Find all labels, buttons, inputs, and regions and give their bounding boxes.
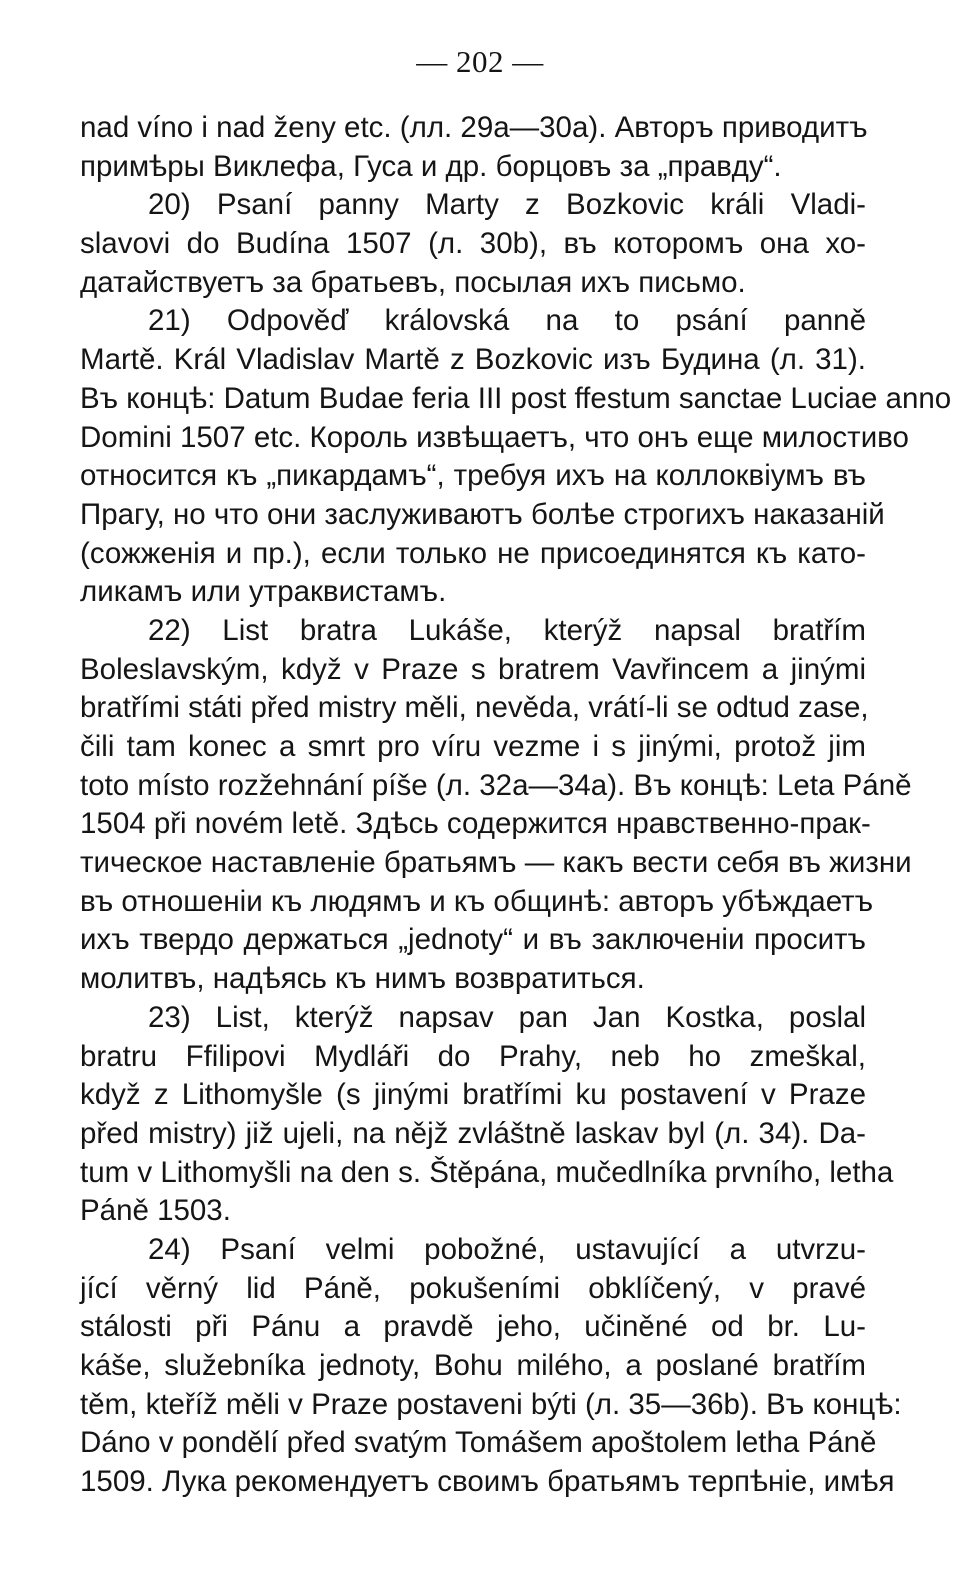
- text-line: bratřími státi před mistry měli, nevěda, vrátí-li se odtud zase,: [80, 691, 869, 725]
- text-line: čili tam konec a smrt pro víru vezme i s jinými, protož jim: [80, 730, 866, 763]
- text-line: молитвъ, надѣясь къ нимъ возвратиться.: [80, 962, 645, 996]
- text-line: stálosti při Pánu a pravdě jeho, učiněné od br. Lu-: [80, 1310, 866, 1344]
- text-line: Domini 1507 etc. Король извѣщаетъ, что онъ еще милостиво: [80, 420, 909, 454]
- paragraph-p20: [80, 186, 866, 302]
- text-line: Прагу, но что они заслуживаютъ болѣе строгихъ наказаній: [80, 497, 885, 531]
- text-line: 22) List bratra Lukáše, kterýž napsal bratřím: [148, 613, 866, 647]
- text-line: toto místo rozžehnání píše (л. 32a—34a). Въ концѣ: Leta Páně: [80, 768, 912, 802]
- text-line: датайствуетъ за братьевъ, посылая ихъ письмо.: [80, 265, 746, 299]
- text-line: bratru Ffilipovi Mydláři do Prahy, neb ho zmeškal,: [80, 1039, 866, 1073]
- text-line: když z Lithomyšle (s jinými bratřími ku postavení v Praze: [80, 1078, 866, 1112]
- text-line: před mistry) již ujeli, na nějž zvláštně laskav byl (л. 34). Da-: [80, 1116, 866, 1150]
- text-line: slavovi do Budína 1507 (л. 30b), въ которомъ она хо-: [80, 227, 866, 261]
- text-line: 1504 při novém letě. Здѣсь содержится нравственно-прак-: [80, 807, 871, 841]
- text-line: 24) Psaní velmi pobožné, ustavující a utvrzu-: [148, 1232, 866, 1266]
- text-line: káše, služebníka jednoty, Bohu milého, a poslané bratřím: [80, 1349, 866, 1382]
- text-line: jící věrný lid Páně, pokušeními obklíčený, v pravé: [80, 1271, 866, 1305]
- text-line: ликамъ или утраквистамъ.: [80, 575, 447, 609]
- page-number: — 202 —: [416, 44, 544, 79]
- text-line: 20) Psaní panny Marty z Bozkovic králi Vladi-: [148, 188, 866, 222]
- paragraph-p21: [80, 302, 952, 612]
- text-line: тическое наставленіе братьямъ — какъ вести себя въ жизни: [80, 846, 912, 880]
- text-line: (сожженія и пр.), если только не присоединятся къ като-: [80, 536, 866, 570]
- body-text: [80, 109, 952, 1502]
- text-line: Dáno v pondělí před svatým Tomášem apoštolem letha Páně: [80, 1426, 877, 1460]
- paragraph-p23: [80, 999, 894, 1231]
- text-line: tum v Lithomyšli na den s. Štěpána, mučedlníka prvního, letha: [80, 1155, 894, 1189]
- text-line: nad víno i nad ženy etc. (лл. 29a—30a). Авторъ приводитъ: [80, 111, 868, 144]
- text-line: 1509. Лука рекомендуетъ своимъ братьямъ терпѣніе, имѣя: [80, 1465, 895, 1499]
- text-line: ихъ твердо держаться „jednoty“ и въ заключеніи проситъ: [80, 923, 866, 957]
- text-line: těm, kteříž měli v Praze postaveni býti (л. 35—36b). Въ концѣ:: [80, 1387, 902, 1421]
- text-line: Boleslavským, když v Praze s bratrem Vavřincem a jinými: [80, 652, 866, 686]
- text-line: 23) List, kterýž napsav pan Jan Kostka, poslal: [148, 1000, 866, 1034]
- paragraph-p22: [80, 612, 912, 999]
- text-line: Martě. Král Vladislav Martě z Bozkovic изъ Будина (л. 31).: [80, 343, 866, 377]
- text-line: примѣры Виклефа, Гуса и др. борцовъ за „правду“.: [80, 149, 782, 183]
- text-line: относится къ „пикардамъ“, требуя ихъ на коллоквіумъ въ: [80, 459, 866, 493]
- paragraph-p-cont: [80, 109, 866, 186]
- paragraph-p24: [80, 1231, 902, 1502]
- text-line: Páně 1503.: [80, 1194, 231, 1228]
- text-line: въ отношеніи къ людямъ и къ общинѣ: авторъ убѣждаетъ: [80, 884, 874, 918]
- text-line: Въ концѣ: Datum Budae feria III post ffestum sanctae Luciae anno: [80, 381, 952, 415]
- text-line: 21) Odpověď královská na to psání panně: [148, 304, 866, 338]
